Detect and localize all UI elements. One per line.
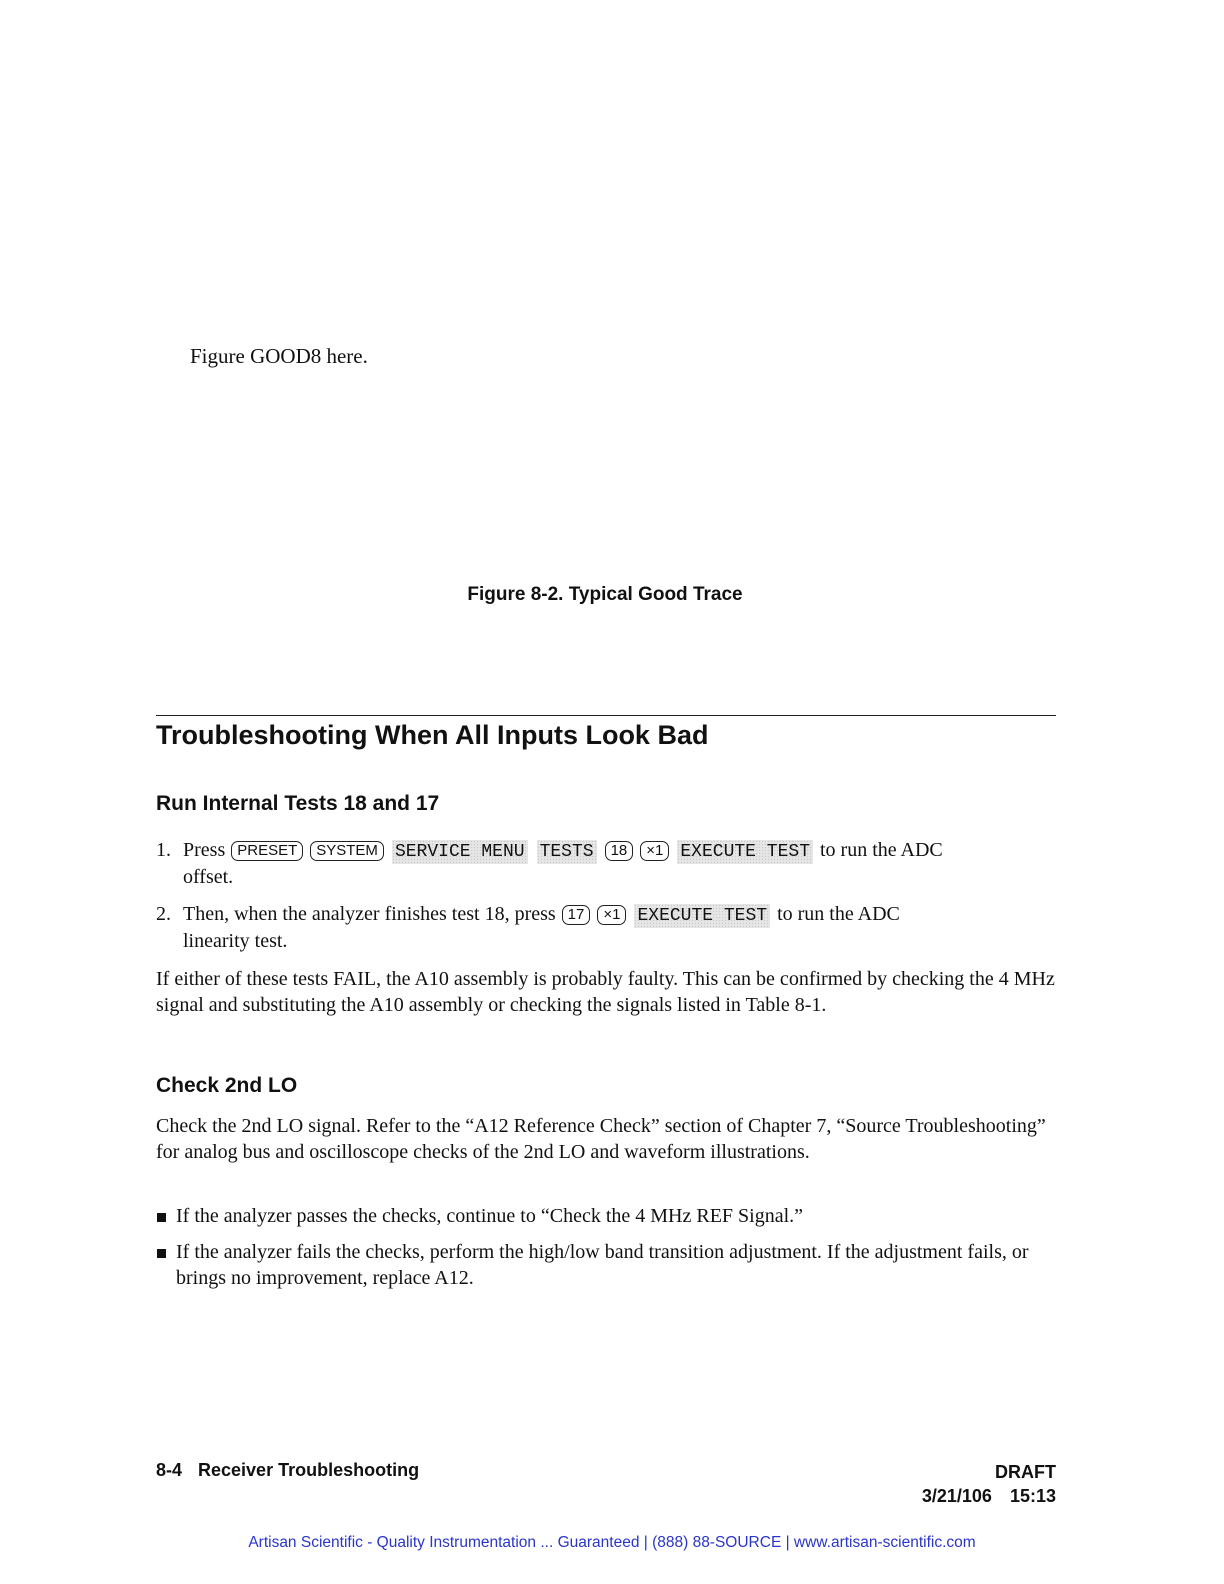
page-number: 8-4 [156, 1460, 183, 1480]
step-1-press: Press [183, 839, 226, 861]
section-title: Troubleshooting When All Inputs Look Bad [156, 720, 709, 750]
key-18: 18 [605, 841, 634, 861]
step-2-number: 2. [156, 903, 171, 925]
execute-test-softkey: EXECUTE TEST [677, 840, 813, 864]
vendor-banner-link[interactable]: Artisan Scientific - Quality Instrumentation ... Guaranteed | (888) 88-SOURCE | www.artisan-scientific.com [248, 1534, 976, 1551]
bullet-square-icon [157, 1249, 166, 1258]
service-menu-softkey: SERVICE MENU [392, 840, 528, 864]
step-1 [156, 837, 1061, 890]
figure-caption: Figure 8-2. Typical Good Trace [467, 584, 743, 605]
footer-right [922, 1460, 1056, 1508]
list-item [156, 1203, 1061, 1229]
check-lo-heading: Check 2nd LO [156, 1074, 298, 1097]
step-2-body [183, 901, 1061, 954]
draft-timestamp [922, 1484, 1056, 1508]
x1-key: ×1 [597, 905, 626, 925]
bullet-square-icon [157, 1213, 166, 1222]
x1-key: ×1 [640, 841, 669, 861]
step-1-continuation: offset. [183, 866, 234, 888]
list-item-text: If the analyzer fails the checks, perform the high/low band transition adjustment. If the adjustment fails, or brings no improvement, replace A12. [176, 1241, 1029, 1289]
list-item-text: If the analyzer passes the checks, continue to “Check the 4 MHz REF Signal.” [176, 1205, 804, 1227]
chapter-title: Receiver Troubleshooting [198, 1460, 420, 1480]
list-item [156, 1239, 1061, 1291]
step-2-tail: to run the ADC [777, 903, 900, 925]
figure-placeholder: Figure GOOD8 here. [190, 344, 368, 368]
footer-left [156, 1460, 419, 1481]
step-2 [156, 901, 1061, 954]
preset-key: PRESET [231, 841, 303, 861]
draft-label: DRAFT [995, 1462, 1056, 1482]
tests-fail-paragraph: If either of these tests FAIL, the A10 assembly is probably faulty. This can be confirmed by checking the 4 MHz signal and substituting the A10 assembly or checking the signals listed in Table 8-1. [156, 968, 1055, 1016]
step-1-number: 1. [156, 839, 171, 861]
step-2-continuation: linearity test. [183, 930, 288, 952]
key-17: 17 [562, 905, 591, 925]
step-1-body [183, 837, 1061, 890]
draft-time: 15:13 [1009, 1486, 1056, 1506]
execute-test-softkey: EXECUTE TEST [634, 904, 770, 928]
run-tests-heading: Run Internal Tests 18 and 17 [156, 792, 440, 815]
draft-date: 3/21/106 [921, 1486, 992, 1506]
step-1-tail: to run the ADC [820, 839, 943, 861]
step-2-lead: Then, when the analyzer finishes test 18, press [183, 903, 556, 925]
system-key: SYSTEM [310, 841, 384, 861]
section-rule [156, 715, 1056, 716]
check-lo-paragraph: Check the 2nd LO signal. Refer to the “A12 Reference Check” section of Chapter 7, “Source Troubleshooting” for analog bus and oscilloscope checks of the 2nd LO and waveform illustrations. [156, 1115, 1046, 1163]
tests-softkey: TESTS [537, 840, 597, 864]
